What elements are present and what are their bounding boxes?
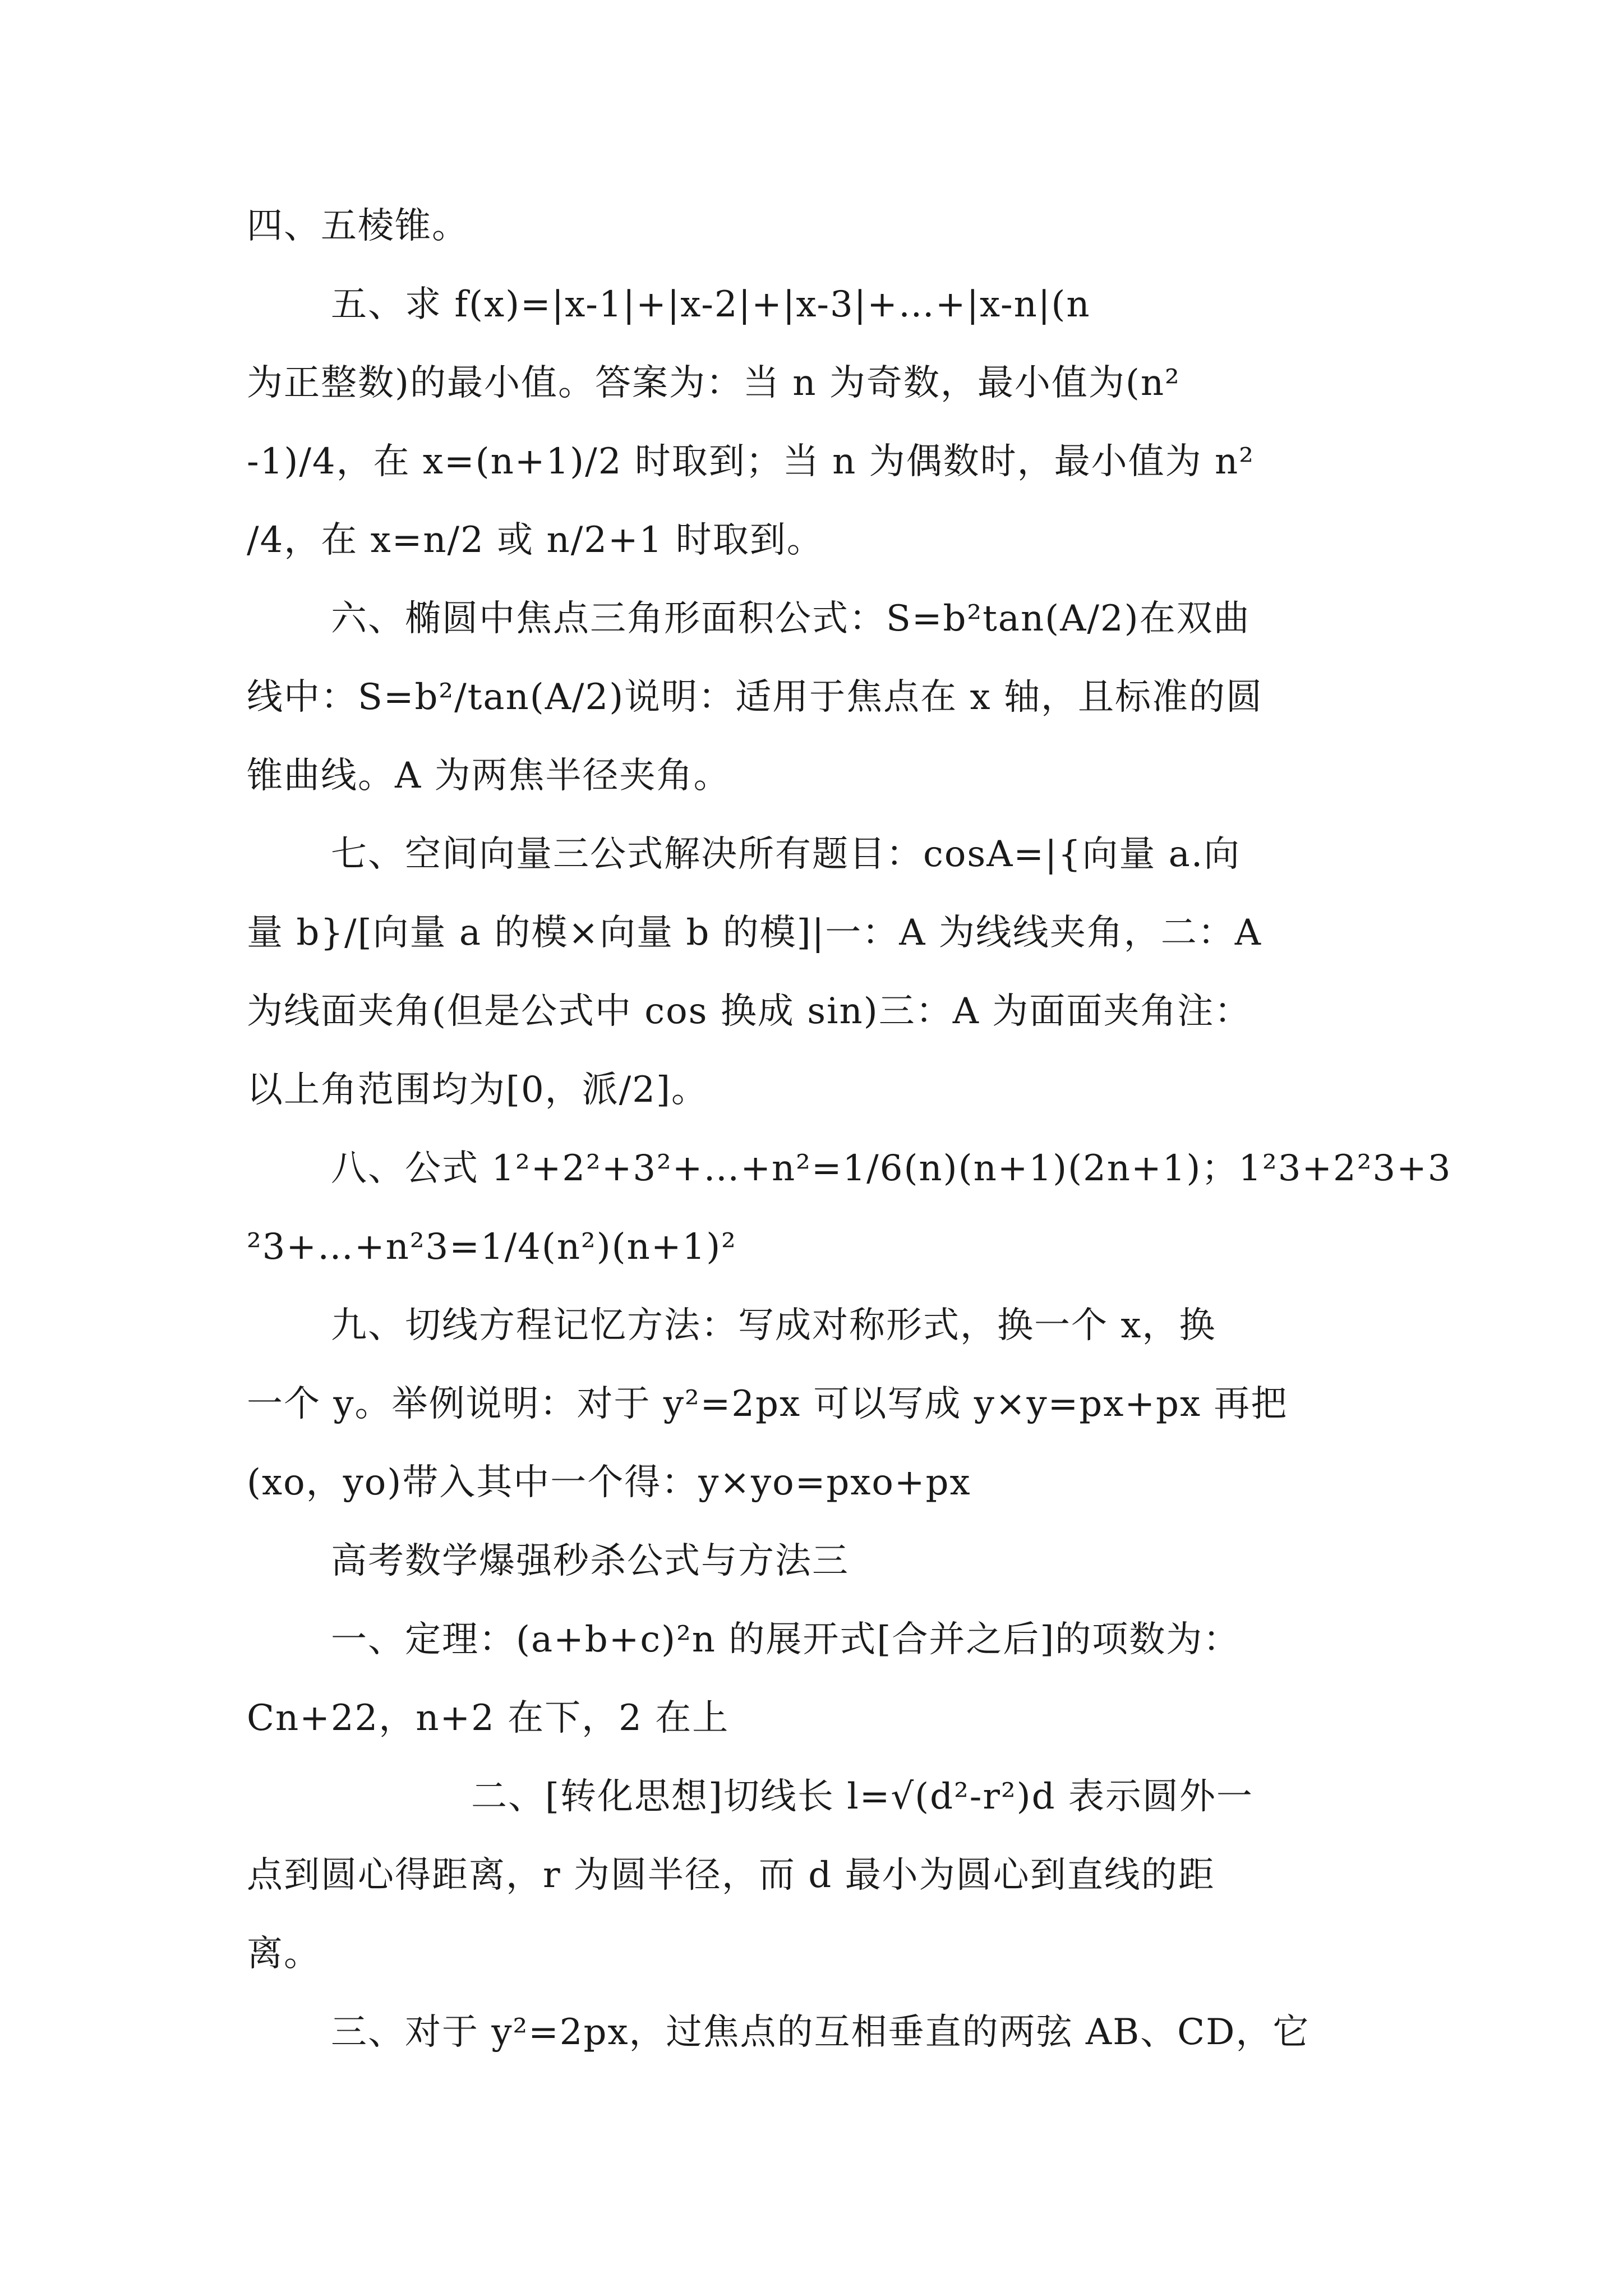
text-line: 为正整数)的最小值。答案为：当 n 为奇数，最小值为(n² [247,362,1181,404]
text-line: 九、切线方程记忆方法：写成对称形式，换一个 x，换 [331,1305,1216,1346]
text-line: 量 b}/[向量 a 的模×向量 b 的模]|一：A 为线线夹角，二：A [247,912,1262,954]
section-heading: 高考数学爆强秒杀公式与方法三 [331,1540,849,1582]
text-line: 六、椭圆中焦点三角形面积公式：S=b²tan(A/2)在双曲 [331,598,1251,639]
text-line: 锥曲线。A 为两焦半径夹角。 [247,755,731,797]
text-line: Cn+22，n+2 在下，2 在上 [247,1697,730,1739]
text-line: /4，在 x=n/2 或 n/2+1 时取到。 [247,519,824,561]
text-line: 四、五棱锥。 [247,205,469,247]
text-line: 一个 y。举例说明：对于 y²=2px 可以写成 y×y=px+px 再把 [247,1383,1288,1425]
text-line: (xo，yo)带入其中一个得：y×yo=pxo+px [247,1462,971,1503]
text-line: 点到圆心得距离，r 为圆半径，而 d 最小为圆心到直线的距 [247,1855,1215,1896]
text-line: 二、[转化思想]切线长 l=√(d²-r²)d 表示圆外一 [471,1776,1253,1818]
text-line: ²3+…+n²3=1/4(n²)(n+1)² [247,1226,737,1268]
text-line: 为线面夹角(但是公式中 cos 换成 sin)三：A 为面面夹角注： [247,991,1252,1032]
text-line: 五、求 f(x)=|x-1|+|x-2|+|x-3|+…+|x-n|(n [331,284,1091,325]
text-line: 七、空间向量三公式解决所有题目：cosA=|{向量 a.向 [331,834,1241,875]
text-line: 离。 [247,1933,321,1975]
text-line: 三、对于 y²=2px，过焦点的互相垂直的两弦 AB、CD，它 [331,2012,1310,2053]
text-line: -1)/4，在 x=(n+1)/2 时取到；当 n 为偶数时，最小值为 n² [247,441,1255,482]
text-line: 八、公式 1²+2²+3²+…+n²=1/6(n)(n+1)(2n+1)；1²3+2²3+3 [331,1148,1452,1189]
text-line: 以上角范围均为[0，派/2]。 [247,1069,708,1111]
text-line: 一、定理：(a+b+c)²n 的展开式[合并之后]的项数为： [331,1619,1241,1660]
text-line: 线中：S=b²/tan(A/2)说明：适用于焦点在 x 轴，且标准的圆 [247,677,1263,718]
